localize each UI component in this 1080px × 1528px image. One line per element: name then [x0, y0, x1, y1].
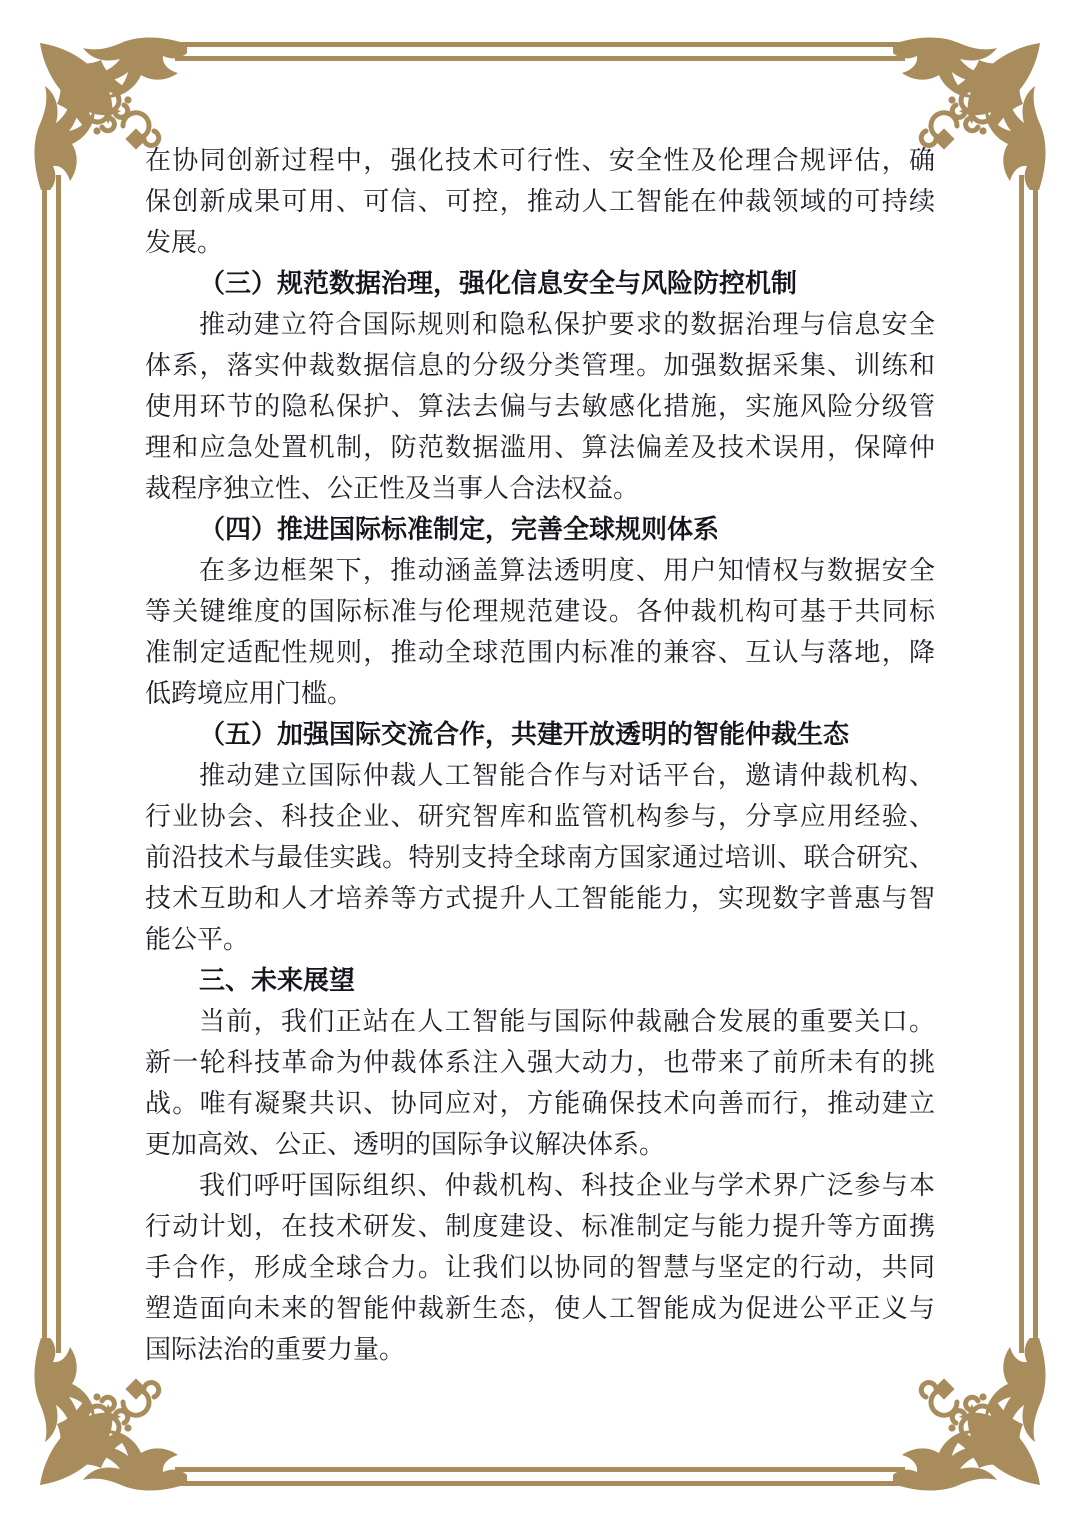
frame-line-bottom-outer: [175, 1481, 905, 1486]
section-heading: 三、未来展望: [199, 966, 356, 995]
text-line: 低跨境应用门槛。: [145, 679, 354, 708]
frame-line-left-outer: [42, 175, 47, 1353]
text-line: 体系，落实仲裁数据信息的分级分类管理。加强数据采集、训练和: [145, 351, 935, 380]
text-line: 使用环节的隐私保护、算法去偏与去敏感化措施，实施风险分级管: [145, 392, 935, 421]
text-line: 推动建立符合国际规则和隐私保护要求的数据治理与信息安全: [199, 310, 935, 339]
text-line: 理和应急处置机制，防范数据滥用、算法偏差及技术误用，保障仲: [145, 433, 935, 462]
text-line: 前沿技术与最佳实践。特别支持全球南方国家通过培训、联合研究、: [145, 843, 935, 872]
document-body: [145, 140, 935, 1370]
frame-line-top-outer: [175, 42, 905, 47]
frame-line-top-inner: [175, 56, 905, 61]
text-line: 保创新成果可用、可信、可控，推动人工智能在仲裁领域的可持续: [145, 187, 935, 216]
text-line: 准制定适配性规则，推动全球范围内标准的兼容、互认与落地，降: [145, 638, 935, 667]
text-line: 推动建立国际仲裁人工智能合作与对话平台，邀请仲裁机构、: [199, 761, 935, 790]
text-line: 更加高效、公正、透明的国际争议解决体系。: [145, 1130, 666, 1159]
frame-line-bottom-inner: [175, 1467, 905, 1472]
text-line: 行业协会、科技企业、研究智库和监管机构参与，分享应用经验、: [145, 802, 935, 831]
section-heading: （四）推进国际标准制定，完善全球规则体系: [199, 515, 720, 544]
section-heading: （三）规范数据治理，强化信息安全与风险防控机制: [199, 269, 798, 298]
text-line: 等关键维度的国际标准与伦理规范建设。各仲裁机构可基于共同标: [145, 597, 935, 626]
text-line: 我们呼吁国际组织、仲裁机构、科技企业与学术界广泛参与本: [199, 1171, 935, 1200]
text-line: 手合作，形成全球合力。让我们以协同的智慧与坚定的行动，共同: [145, 1253, 935, 1282]
text-line: 行动计划，在技术研发、制度建设、标准制定与能力提升等方面携: [145, 1212, 935, 1241]
text-line: 塑造面向未来的智能仲裁新生态，使人工智能成为促进公平正义与: [145, 1294, 935, 1323]
text-line: 能公平。: [145, 925, 250, 954]
section-heading: （五）加强国际交流合作，共建开放透明的智能仲裁生态: [199, 720, 850, 749]
text-line: 当前，我们正站在人工智能与国际仲裁融合发展的重要关口。: [199, 1007, 935, 1036]
text-line: 在协同创新过程中，强化技术可行性、安全性及伦理合规评估，确: [145, 146, 935, 175]
text-line: 在多边框架下，推动涵盖算法透明度、用户知情权与数据安全: [199, 556, 935, 585]
text-line: 战。唯有凝聚共识、协同应对，方能确保技术向善而行，推动建立: [145, 1089, 935, 1118]
frame-line-right-inner: [1019, 175, 1024, 1353]
text-line: 新一轮科技革命为仲裁体系注入强大动力，也带来了前所未有的挑: [145, 1048, 935, 1077]
frame-line-right-outer: [1033, 175, 1038, 1353]
text-line: 发展。: [145, 228, 224, 257]
text-line: 裁程序独立性、公正性及当事人合法权益。: [145, 474, 640, 503]
text-line: 技术互助和人才培养等方式提升人工智能能力，实现数字普惠与智: [145, 884, 935, 913]
frame-line-left-inner: [56, 175, 61, 1353]
text-line: 国际法治的重要力量。: [145, 1335, 406, 1364]
